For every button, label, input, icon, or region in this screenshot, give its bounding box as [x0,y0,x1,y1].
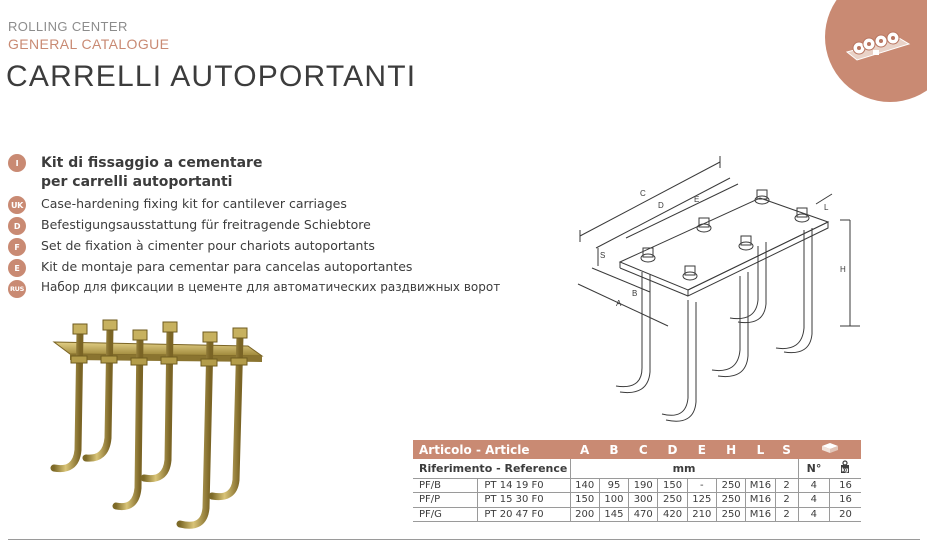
lang-badge-de: D [8,217,26,235]
dim-label-e: E [694,195,700,204]
dim-label-s: S [600,251,606,260]
header-article: Articolo - Article [413,440,570,459]
section-corner-badge [825,0,927,102]
lang-row-de [8,217,371,235]
svg-text:kg: kg [841,467,849,474]
lang-badge-ru: RUS [8,280,26,298]
header-col-l: L [746,440,775,459]
dim-label-b: B [632,289,638,298]
page-title: CARRELLI AUTOPORTANTI [6,60,417,93]
trolley-icon [843,24,915,64]
lang-badge-fr: F [8,238,26,256]
dim-label-c: C [640,189,646,198]
catalogue-brand: ROLLING CENTER [8,19,128,34]
technical-drawing [570,150,870,434]
lang-text-it: Kit di fissaggio a cementare per carrelli autoportanti [41,155,263,190]
dim-label-a: A [616,299,622,308]
bottom-divider [8,539,920,540]
dim-label-l: L [824,203,829,212]
header-col-h: H [716,440,745,459]
weight-icon [829,459,861,478]
lang-text-de: Befestigungsausstattung für freitragende Schiebtore [41,217,371,232]
header-col-a: A [570,440,599,459]
lang-badge-uk: UK [8,196,26,214]
subheader-count: N° [798,459,829,478]
lang-row-fr [8,238,375,256]
header-col-b: B [599,440,628,459]
spec-table-subheader [413,459,861,478]
lang-text-es: Kit de montaje para cementar para cancelas autoportantes [41,259,413,274]
lang-text-ru: Набор для фиксации в цементе для автоматических раздвижных ворот [41,280,501,294]
box-icon [798,440,861,459]
table-row: PF/G PT 20 47 F0 200 145 470 420 210 250 M16 2 4 20 [413,507,861,522]
lang-badge-es: E [8,259,26,277]
spec-table [413,440,861,522]
spec-table-header [413,440,861,459]
table-row: PF/P PT 15 30 F0 150 100 300 250 125 250 M16 2 4 16 [413,493,861,508]
product-photo [30,310,280,539]
lang-row-ru [8,280,500,298]
lang-text-uk: Case-hardening fixing kit for cantilever carriages [41,196,347,211]
dim-label-h: H [840,265,846,274]
header-col-d: D [658,440,687,459]
lang-row-uk [8,196,347,214]
header-col-s: S [775,440,798,459]
table-row: PF/B PT 14 19 F0 140 95 190 150 - 250 M16 2 4 16 [413,478,861,493]
lang-badge-it: I [8,154,26,172]
lang-row-it [8,154,262,192]
lang-row-es [8,259,412,277]
header-col-c: C [629,440,658,459]
dim-label-d: D [658,201,664,210]
lang-text-fr: Set de fixation à cimenter pour chariots autoportants [41,238,375,253]
subheader-unit: mm [570,459,798,478]
catalogue-subtitle: GENERAL CATALOGUE [8,36,170,52]
header-col-e: E [687,440,716,459]
subheader-reference: Riferimento - Reference [413,459,570,478]
